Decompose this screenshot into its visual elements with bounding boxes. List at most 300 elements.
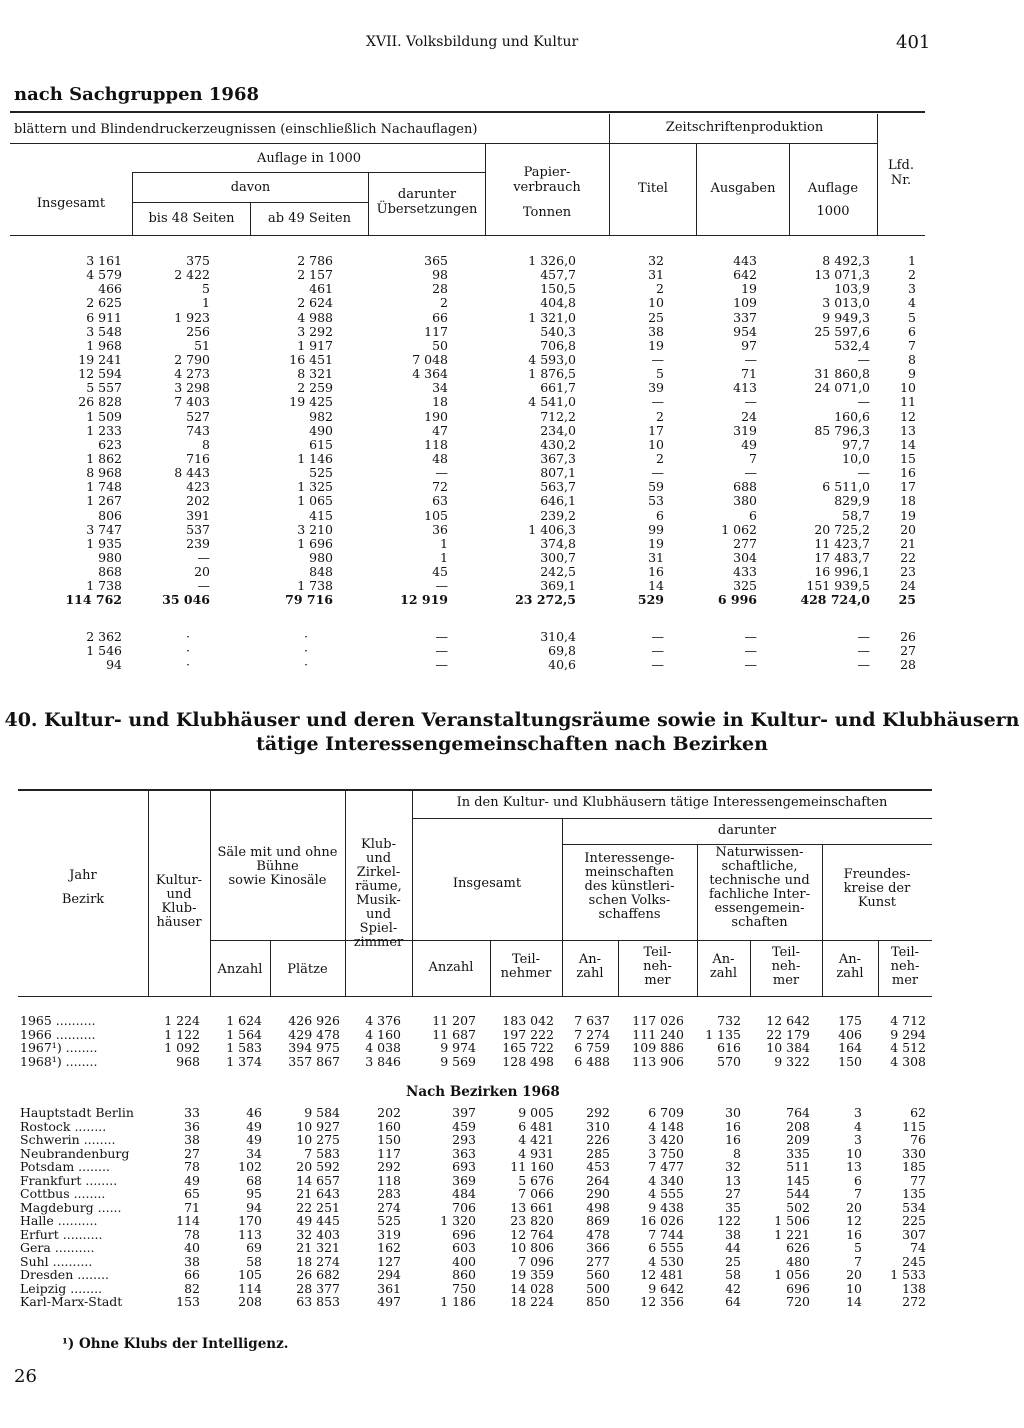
table-cell: 17 483,7: [814, 549, 870, 565]
table-cell: 14 657: [296, 1172, 340, 1188]
t1-col-bis48-values: [133, 254, 210, 608]
table-cell: 42: [725, 1280, 741, 1296]
table-cell: 16 026: [640, 1213, 684, 1228]
table-cell: 160,6: [834, 408, 870, 424]
t2-h-anzahl-k: An- zahl: [576, 952, 604, 981]
table-cell: 2 259: [297, 380, 333, 396]
table-cell: 1 506: [774, 1213, 810, 1228]
table-cell: 400: [452, 1253, 476, 1269]
table-cell: 1 221: [774, 1226, 810, 1242]
table-cell: 20: [900, 521, 916, 537]
table-cell: 277: [733, 535, 757, 551]
table-cell: 135: [902, 1186, 926, 1201]
table-cell: 8 321: [297, 366, 333, 382]
table-cell: 19: [648, 535, 664, 551]
table-cell: 2 422: [174, 267, 210, 283]
t2-col-natur-teiln: [750, 1106, 810, 1309]
table-cell: 366: [586, 1240, 610, 1255]
table-cell: 2: [656, 281, 664, 297]
table-cell: 4: [854, 1118, 862, 1134]
table-cell: 480: [786, 1253, 810, 1269]
table-cell: 1: [202, 295, 210, 311]
table-cell: 330: [902, 1145, 926, 1161]
t2-h-klub: Klub- und Zirkel- räume, Musik- und Spiel- zimmer: [353, 837, 404, 950]
table-cell: 16: [725, 1132, 741, 1147]
table-cell: 8 443: [174, 465, 210, 481]
table-cell: 285: [586, 1145, 610, 1161]
table-cell: 764: [786, 1105, 810, 1120]
page-number: 401: [896, 32, 931, 53]
table-cell: 127: [377, 1253, 401, 1269]
table-cell: 65: [184, 1186, 200, 1201]
table-cell: 8 968: [86, 465, 122, 481]
table-cell: 18: [432, 394, 448, 410]
table-cell: 94: [106, 657, 122, 673]
table-cell: 45: [432, 564, 448, 580]
table-cell: 7: [908, 337, 916, 353]
table-cell: 2 157: [297, 267, 333, 283]
table-cell: 8: [733, 1145, 741, 1161]
table-cell: 294: [377, 1267, 401, 1282]
t2-col-kultur: [148, 1106, 200, 1309]
table-cell: Hauptstadt Berlin: [20, 1105, 134, 1120]
table-cell: 7: [749, 450, 757, 466]
table-cell: 6 511,0: [822, 479, 870, 495]
table-cell: 74: [910, 1240, 926, 1255]
table-cell: 850: [586, 1294, 610, 1309]
table-cell: Frankfurt ........: [20, 1172, 118, 1188]
table-cell: 10: [846, 1145, 862, 1161]
table-cell: 3 292: [297, 323, 333, 339]
table-cell: 7 583: [304, 1145, 340, 1161]
t2-h-plaetze: Plätze: [287, 962, 328, 977]
table-cell: 525: [309, 465, 333, 481]
table-cell: 560: [586, 1267, 610, 1282]
table-cell: 99: [648, 521, 664, 537]
table-cell: 20 592: [296, 1159, 340, 1174]
table-cell: 4 376: [365, 1013, 401, 1028]
table-cell: 78: [184, 1159, 200, 1174]
table-cell: 1 056: [774, 1267, 810, 1282]
table-cell: 19 241: [78, 351, 122, 367]
table-cell: 5 557: [86, 380, 122, 396]
t2-top-rule: [18, 789, 932, 791]
table-cell: 150,5: [540, 281, 576, 297]
table-cell: 16: [648, 564, 664, 580]
table-cell: 117 026: [632, 1013, 684, 1028]
table-cell: 103,9: [834, 281, 870, 297]
table-cell: 34: [432, 380, 448, 396]
table-cell: 26: [900, 629, 916, 644]
table-cell: 415: [309, 507, 333, 523]
table-cell: —: [744, 465, 757, 481]
t1-col-1000: 1000: [816, 204, 850, 219]
table-cell: 712,2: [540, 408, 576, 424]
table-cell: 300,7: [540, 549, 576, 565]
table-cell: 49 445: [296, 1213, 340, 1228]
table-cell: 25 597,6: [814, 323, 870, 339]
t2-h-teil-k: Teil- neh- mer: [643, 945, 672, 988]
t1-col-tonnen: Tonnen: [522, 205, 572, 220]
table-cell: 968: [176, 1053, 200, 1069]
table-cell: 319: [377, 1226, 401, 1242]
table-cell: 293: [452, 1132, 476, 1147]
table-cell: 10 806: [510, 1240, 554, 1255]
table-cell: 4 712: [890, 1013, 926, 1028]
t1-col-lfd-values: [878, 254, 916, 608]
table-cell: 457,7: [540, 267, 576, 283]
table-cell: 113: [238, 1226, 262, 1242]
table-cell: 20: [194, 564, 210, 580]
table-cell: 461: [309, 281, 333, 297]
table-cell: 113 906: [632, 1053, 684, 1069]
table-cell: Dresden ........: [20, 1267, 110, 1282]
table-cell: 68: [246, 1172, 262, 1188]
table-cell: 12 594: [78, 366, 122, 382]
table-cell: 98: [432, 267, 448, 283]
table-cell: 164: [838, 1040, 862, 1056]
t1-col-ausgaben-values-extra: [697, 630, 757, 673]
t2-h-kultur: Kultur- und Klub- häuser: [155, 873, 203, 930]
table-cell: 2: [656, 408, 664, 424]
table-cell: —: [651, 465, 664, 481]
table-cell: 5: [854, 1240, 862, 1255]
table-cell: 9 005: [518, 1105, 554, 1120]
table-cell: —: [435, 643, 448, 659]
table-cell: 12: [900, 408, 916, 424]
table-cell: 109 886: [632, 1040, 684, 1056]
t2-rule-saele: [210, 940, 345, 941]
table-cell: 1 065: [297, 493, 333, 509]
table-cell: 623: [98, 436, 122, 452]
t2-col-freunde-teiln: [878, 1106, 926, 1309]
t1-v3: [368, 172, 369, 235]
table-cell: 1966 ..........: [20, 1026, 96, 1042]
table-cell: 264: [586, 1172, 610, 1188]
table-cell: Magdeburg ......: [20, 1199, 122, 1215]
table-cell: 750: [452, 1280, 476, 1296]
table-cell: 18 274: [296, 1253, 340, 1269]
table-cell: 38: [725, 1226, 741, 1242]
table-cell: 7 066: [518, 1186, 554, 1201]
table-cell: —: [197, 578, 210, 594]
table-cell: 1 546: [86, 643, 122, 659]
table-cell: 31 860,8: [814, 366, 870, 382]
table-cell: 626: [786, 1240, 810, 1255]
table-cell: 3: [854, 1105, 862, 1120]
table-cell: 1 533: [890, 1267, 926, 1282]
table-cell: 374,8: [540, 535, 576, 551]
table-cell: Rostock ........: [20, 1118, 107, 1134]
table-cell: 980: [309, 549, 333, 565]
t2-col-freunde-anzahl: [822, 1014, 862, 1068]
t1-col-titel: Titel: [638, 181, 668, 196]
table-cell: 71: [741, 366, 757, 382]
table-cell: ·: [304, 657, 308, 673]
table-cell: 1 233: [86, 422, 122, 438]
table-cell: 1 135: [705, 1026, 741, 1042]
table-cell: 19: [648, 337, 664, 353]
table-cell: 13: [900, 422, 916, 438]
t2-col-klub: [345, 1014, 401, 1068]
table-cell: 498: [586, 1199, 610, 1215]
table-cell: 3 747: [86, 521, 122, 537]
table-cell: ·: [186, 657, 190, 673]
t1-col-insgesamt-values-extra: [10, 630, 122, 673]
table-cell: 1 876,5: [528, 366, 576, 382]
table-cell: Suhl ..........: [20, 1253, 93, 1269]
table-cell: 77: [910, 1172, 926, 1188]
table-cell: 3 750: [648, 1145, 684, 1161]
table-cell: 40,6: [548, 657, 576, 673]
table-cell: 661,7: [540, 380, 576, 396]
table-cell: 10: [648, 295, 664, 311]
table-cell: 49: [184, 1172, 200, 1188]
table-cell: 4 364: [412, 366, 448, 382]
table-cell: 868: [98, 564, 122, 580]
table-cell: 2 624: [297, 295, 333, 311]
table-cell: 26 828: [78, 394, 122, 410]
table-cell: 2 790: [174, 351, 210, 367]
table-cell: 3 548: [86, 323, 122, 339]
table-cell: 1 186: [440, 1294, 476, 1309]
table-cell: 4 273: [174, 366, 210, 382]
table-cell: 1 564: [226, 1026, 262, 1042]
t1-col-papier-values: [486, 254, 576, 608]
table-cell: 118: [377, 1172, 401, 1188]
table-cell: 363: [452, 1145, 476, 1161]
table-cell: 53: [648, 493, 664, 509]
table-cell: Neubrandenburg: [20, 1145, 130, 1161]
t1-davon: davon: [230, 180, 271, 195]
table-cell: 478: [586, 1226, 610, 1242]
table1-title: nach Sachgruppen 1968: [14, 84, 260, 105]
table-cell: 24: [900, 578, 916, 594]
table-cell: 38: [184, 1132, 200, 1147]
table-cell: 17: [900, 479, 916, 495]
table-cell: 391: [186, 507, 210, 523]
t1-rule-auflage: [133, 172, 485, 173]
table-cell: 6: [656, 507, 664, 523]
table-cell: 1 146: [297, 450, 333, 466]
table-cell: 646,1: [540, 493, 576, 509]
table-cell: 3 420: [648, 1132, 684, 1147]
table-cell: 95: [246, 1186, 262, 1201]
table-cell: 11 687: [432, 1026, 476, 1042]
table-cell: 209: [786, 1132, 810, 1147]
table-cell: —: [857, 657, 870, 673]
table-cell: 404,8: [540, 295, 576, 311]
table-cell: 24 071,0: [814, 380, 870, 396]
table-cell: 16: [725, 1118, 741, 1134]
table-cell: 14: [648, 578, 664, 594]
t2-col-kultur: [148, 1014, 200, 1068]
t2-h-saele: Säle mit und ohne Bühne sowie Kinosäle: [217, 845, 338, 888]
table-cell: —: [435, 657, 448, 673]
table-cell: 2: [656, 450, 664, 466]
table-cell: 319: [733, 422, 757, 438]
table-cell: 720: [786, 1294, 810, 1309]
table-cell: 160: [377, 1118, 401, 1134]
table-cell: 49: [246, 1132, 262, 1147]
table1-group-header-left: blättern und Blindendruckerzeugnissen (einschließlich Nachauflagen): [14, 122, 478, 137]
table-cell: 1 509: [86, 408, 122, 424]
table-cell: 361: [377, 1280, 401, 1296]
table1-top-rule: [10, 111, 925, 113]
table-cell: 114: [176, 1213, 200, 1228]
table-cell: 290: [586, 1186, 610, 1201]
table-cell: 325: [733, 578, 757, 594]
t2-h-bezirk: Bezirk: [61, 892, 105, 907]
table-cell: 10 927: [296, 1118, 340, 1134]
table-cell: 17: [648, 422, 664, 438]
t2-h-anzahl-f: An- zahl: [836, 952, 864, 981]
table-cell: —: [744, 394, 757, 410]
table-cell: 18 224: [510, 1294, 554, 1309]
table-cell: 48: [432, 450, 448, 466]
t2-h-freunde: Freundes- kreise der Kunst: [843, 867, 911, 910]
table-cell: 5: [202, 281, 210, 297]
t2-h-insgesamt: Insgesamt: [452, 876, 522, 891]
table-cell: 615: [309, 436, 333, 452]
table-cell: 367,3: [540, 450, 576, 466]
table-cell: 8 492,3: [822, 253, 870, 268]
t2-col-ig-teilnehmer: [490, 1014, 554, 1068]
table-cell: 9: [908, 366, 916, 382]
table-cell: 527: [186, 408, 210, 424]
table-cell: 453: [586, 1159, 610, 1174]
t1-rule-body: [10, 235, 925, 236]
table-cell: 4 931: [518, 1145, 554, 1161]
table-cell: 4 421: [518, 1132, 554, 1147]
table-cell: 10: [900, 380, 916, 396]
table-cell: 4 555: [648, 1186, 684, 1201]
table-cell: 1967¹) ........: [20, 1040, 98, 1056]
table-cell: 49: [741, 436, 757, 452]
table-cell: 1 696: [297, 535, 333, 551]
t1-col-papier-values-extra: [486, 630, 576, 673]
table-cell: 18: [900, 493, 916, 509]
table-cell: —: [857, 394, 870, 410]
table-cell: 13 661: [510, 1199, 554, 1215]
t2-h-ig-natur: Naturwissen- schaftliche, technische und fachliche Inter- essengemein- schaften: [708, 845, 811, 930]
t1-v-rightgroup: [609, 114, 610, 235]
table-cell: 38: [648, 323, 664, 339]
table-cell: 242,5: [540, 564, 576, 580]
table-cell: 245: [902, 1253, 926, 1269]
table-cell: 1 923: [174, 309, 210, 325]
t2-col-saele-anzahl: [210, 1106, 262, 1309]
table-cell: Schwerin ........: [20, 1132, 116, 1147]
table-cell: 226: [586, 1132, 610, 1147]
table-cell: 256: [186, 323, 210, 339]
table-cell: 36: [184, 1118, 200, 1134]
table-cell: 59: [648, 479, 664, 495]
table-cell: 9 438: [648, 1199, 684, 1215]
table-cell: 8: [908, 351, 916, 367]
table-cell: 716: [186, 450, 210, 466]
table-cell: 9 294: [890, 1026, 926, 1042]
table-cell: 1 267: [86, 493, 122, 509]
table-cell: —: [857, 465, 870, 481]
table-cell: —: [651, 629, 664, 644]
table-cell: 310: [586, 1118, 610, 1134]
table-cell: 16 996,1: [814, 564, 870, 580]
table-cell: 25: [725, 1253, 741, 1269]
table-cell: 7: [854, 1253, 862, 1269]
table-cell: 982: [309, 408, 333, 424]
table-cell: —: [435, 629, 448, 644]
table-cell: 380: [733, 493, 757, 509]
table-cell: 4 160: [365, 1026, 401, 1042]
table-cell: 63 853: [296, 1294, 340, 1309]
table-cell: 6 996: [717, 592, 757, 608]
table-cell: 5: [656, 366, 664, 382]
table-cell: 1 917: [297, 337, 333, 353]
table-cell: 46: [246, 1105, 262, 1120]
table-cell: 21 321: [296, 1240, 340, 1255]
table-cell: 807,1: [540, 465, 576, 481]
table-cell: 150: [377, 1132, 401, 1147]
table-cell: 197 222: [502, 1026, 554, 1042]
table-cell: 22: [900, 549, 916, 565]
t1-v6: [789, 143, 790, 235]
table-cell: 459: [452, 1118, 476, 1134]
t2-col-freunde-teiln: [878, 1014, 926, 1068]
t2-col-natur-teiln: [750, 1014, 810, 1068]
table-cell: 13 071,3: [814, 267, 870, 283]
table-cell: 4 148: [648, 1118, 684, 1134]
table-cell: 272: [902, 1294, 926, 1309]
t2-col-kuenst-anzahl: [562, 1014, 610, 1068]
table-cell: ·: [186, 643, 190, 659]
table-cell: 36: [432, 521, 448, 537]
table-cell: 1: [440, 549, 448, 565]
table-cell: 28: [432, 281, 448, 297]
t1-v5: [696, 143, 697, 235]
table-cell: 537: [186, 521, 210, 537]
table-cell: 138: [902, 1280, 926, 1296]
table-cell: 26 682: [296, 1267, 340, 1282]
t2-col-label: [20, 1106, 148, 1309]
table-cell: 10: [846, 1280, 862, 1296]
table-cell: 44: [725, 1240, 741, 1255]
table-cell: 6: [749, 507, 757, 523]
table-cell: —: [651, 351, 664, 367]
table-cell: 869: [586, 1213, 610, 1228]
table2-title-line2: tätige Interessengemeinschaften nach Bezirken: [256, 733, 768, 755]
table-cell: 6 709: [648, 1105, 684, 1120]
table-cell: 9 322: [774, 1053, 810, 1069]
table-cell: 78: [184, 1226, 200, 1242]
table-cell: 1 062: [721, 521, 757, 537]
table-cell: 1: [908, 253, 916, 268]
table-cell: 732: [717, 1013, 741, 1028]
table-cell: 6 555: [648, 1240, 684, 1255]
t2-h-jahr: Jahr: [69, 868, 97, 883]
table-cell: 484: [452, 1186, 476, 1201]
table-cell: 540,3: [540, 323, 576, 339]
table-cell: Gera ..........: [20, 1240, 95, 1255]
table-cell: 31: [648, 267, 664, 283]
t1-col-bis48-values-extra: [173, 630, 203, 673]
table-cell: 4 308: [890, 1053, 926, 1069]
table-cell: 19: [741, 281, 757, 297]
t1-v2: [250, 202, 251, 235]
table-cell: 1 092: [164, 1040, 200, 1056]
table-cell: 310,4: [540, 629, 576, 644]
table-cell: 16: [900, 465, 916, 481]
